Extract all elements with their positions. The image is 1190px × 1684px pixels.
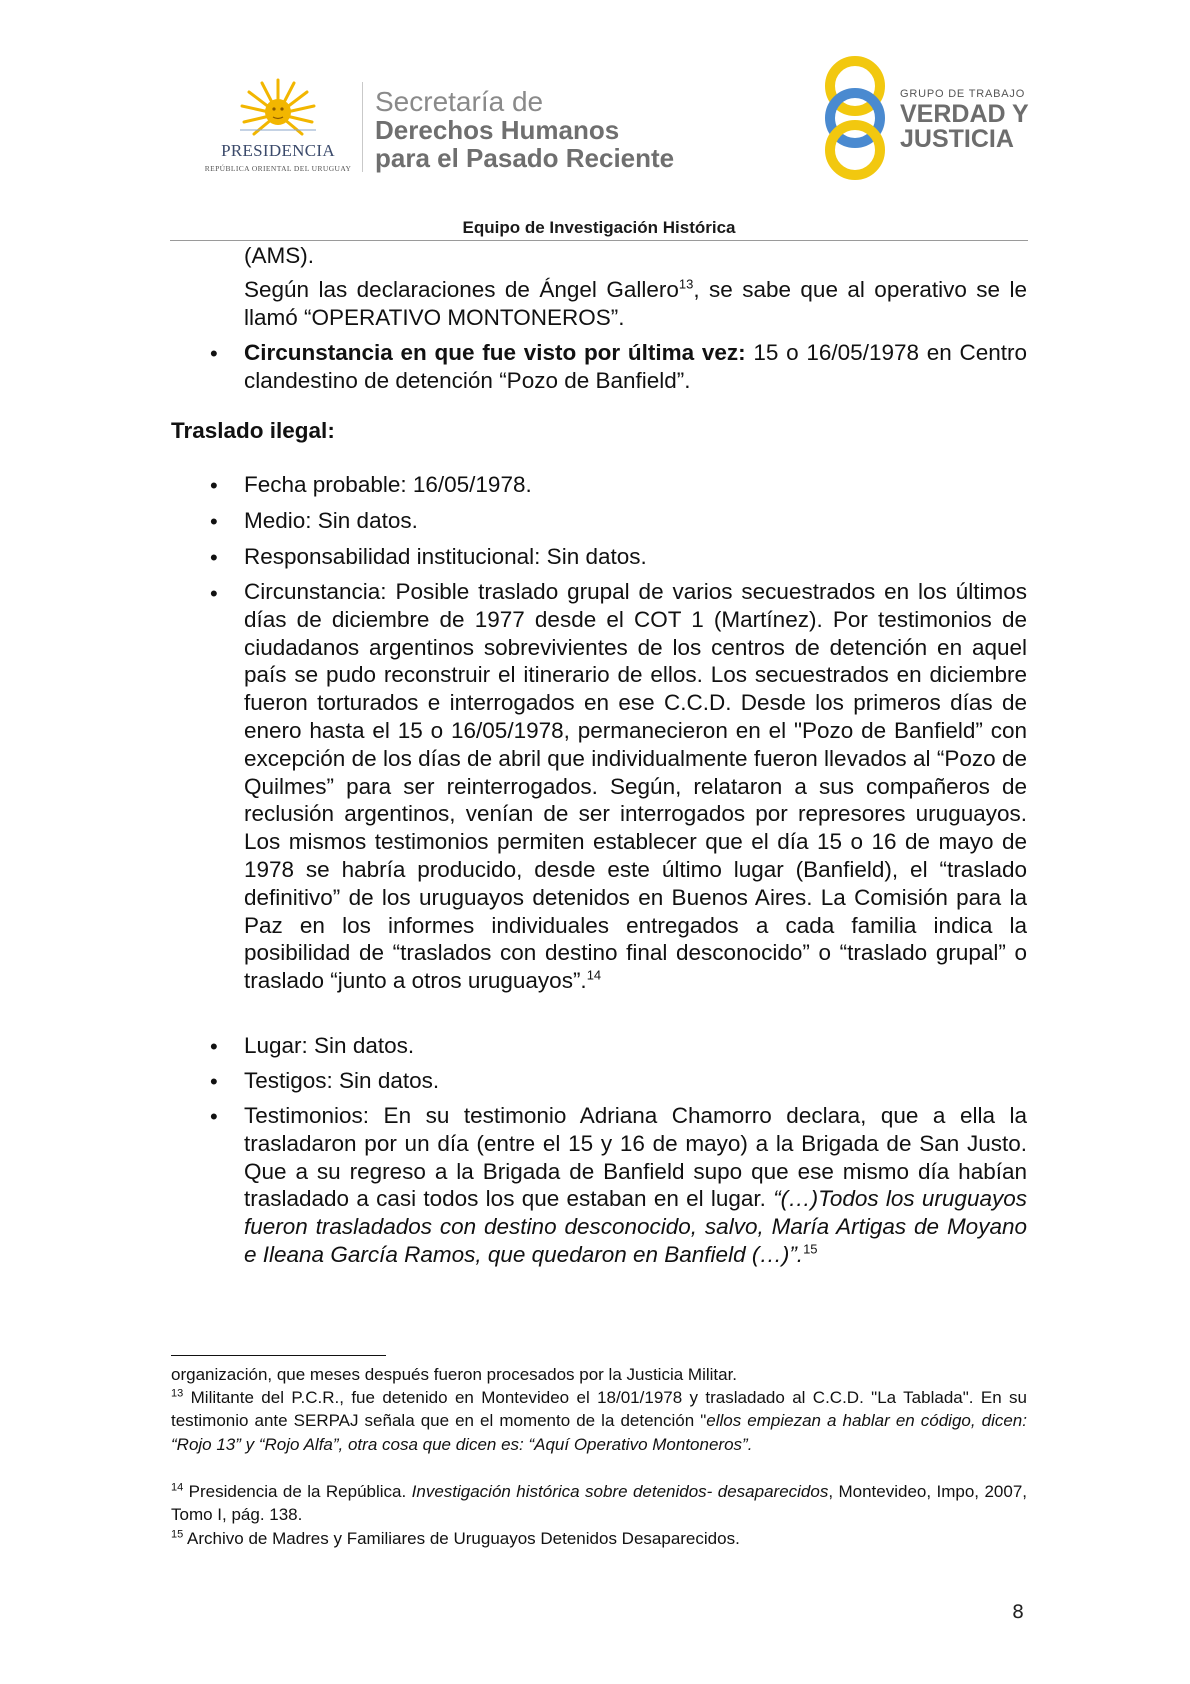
gallero-text-a: Según las declaraciones de Ángel Gallero <box>244 277 679 302</box>
bullet-icon: • <box>210 1104 218 1129</box>
footnote-13-text: Militante del P.C.R., fue detenido en Montevideo el 18/01/1978 y trasladado al C.C.D. "La Tablada". En su testimonio ante SERPAJ señala que en el momento de la detención " <box>171 1388 1027 1431</box>
team-title: Equipo de Investigación Histórica <box>462 218 736 237</box>
secretaria-line1: Secretaría de <box>375 86 544 117</box>
fecha-item: Fecha probable: 16/05/1978. <box>244 472 532 497</box>
bullet-icon: • <box>210 1034 218 1059</box>
justicia-label: JUSTICIA <box>900 125 1014 153</box>
gallero-text-b: , se sabe que al operativo se le llamó “OPERATIVO MONTONEROS”. <box>244 277 1027 330</box>
section-heading: Traslado ilegal: <box>171 418 335 443</box>
footnote-ref-13: 13 <box>678 276 694 292</box>
footnote-continuation: organización, que meses después fueron procesados por la Justicia Militar. <box>171 1365 738 1384</box>
secretaria-line2: Derechos Humanos <box>375 115 620 145</box>
page-number: 8 <box>1012 1601 1025 1623</box>
testimonios-item <box>244 1102 1027 1269</box>
secretaria-line3: para el Pasado Reciente <box>375 143 675 173</box>
lugar-item: Lugar: Sin datos. <box>244 1033 415 1058</box>
footnote-15-text: Archivo de Madres y Familiares de Uruguayos Detenidos Desaparecidos. <box>183 1529 740 1548</box>
bullet-icon: • <box>210 341 218 366</box>
footnote-13 <box>171 1386 1027 1456</box>
gallero-paragraph <box>244 276 1027 332</box>
footnote-ref-15: 15 <box>803 1241 818 1257</box>
bullet-icon: • <box>210 473 218 498</box>
footnote-15-number: 15 <box>171 1528 184 1541</box>
footnote-13-quote: ellos empiezan a hablar en código, dicen: “Rojo 13” y “Rojo Alfa”, otra cosa que dicen es: “Aquí Operativo Montoneros”. <box>171 1411 1027 1454</box>
ams-line: (AMS). <box>244 243 314 268</box>
secretaria-logo <box>375 88 674 172</box>
grupo-trabajo-label: GRUPO DE TRABAJO <box>900 88 1026 100</box>
circunstancia-item <box>244 578 1027 995</box>
header-divider <box>362 82 363 172</box>
footnote-14 <box>171 1480 1027 1527</box>
last-seen-label: Circunstancia en que fue visto por última vez: <box>244 340 746 365</box>
presidencia-logo <box>192 78 364 178</box>
footnote-13-number: 13 <box>171 1387 184 1400</box>
medio-item: Medio: Sin datos. <box>244 508 418 533</box>
rings-icon <box>820 56 890 181</box>
bullet-icon: • <box>210 509 218 534</box>
presidencia-name: PRESIDENCIA <box>221 141 335 160</box>
last-seen-item <box>244 339 1027 395</box>
responsabilidad-item: Responsabilidad institucional: Sin datos. <box>244 544 647 569</box>
bullet-icon: • <box>210 1069 218 1094</box>
testigos-item: Testigos: Sin datos. <box>244 1068 440 1093</box>
footnote-14-text-b: , Montevideo, Impo, 2007, Tomo I, pág. 138. <box>171 1482 1027 1525</box>
grupo-trabajo-logo <box>820 56 1040 181</box>
footnote-14-number: 14 <box>171 1481 184 1494</box>
footnote-15 <box>171 1527 1027 1550</box>
testimonios-text: Testimonios: En su testimonio Adriana Chamorro declara, que a ella la trasladaron por un día (entre el 15 y 16 de mayo) a la Brigada de San Justo. Que a su regreso a la Brigada de Banfield supo que ese mismo día habían trasladado a casi todos los que estaban en el lugar. <box>244 1103 1027 1212</box>
sun-emblem-icon <box>240 78 316 140</box>
bullet-icon: • <box>210 545 218 570</box>
presidencia-subtitle: REPÚBLICA ORIENTAL DEL URUGUAY <box>204 164 352 173</box>
last-seen-text: 15 o 16/05/1978 en Centro clandestino de detención “Pozo de Banfield”. <box>244 340 1028 393</box>
verdad-label: VERDAD Y <box>900 100 1029 128</box>
footnote-rule <box>171 1355 386 1356</box>
header-rule <box>170 240 1028 241</box>
footnote-14-title: Investigación histórica sobre detenidos- desaparecidos <box>411 1482 829 1501</box>
bullet-icon: • <box>210 581 218 606</box>
circunstancia-text: Circunstancia: Posible traslado grupal de varios secuestrados en los últimos días de diciembre de 1977 desde el COT 1 (Martínez). Por testimonios de ciudadanos argentinos sobrevivientes de los centros de detención en aquel país se pudo reconstruir el itinerario de ellos. Los secuestrados en diciembre fueron torturados e interrogados en ese C.C.D. Desde los primeros días de enero hasta el 15 o 16/05/1978, permanecieron en el "Pozo de Banfield” con excepción de los días de abril que individualmente fueron llevados al “Pozo de Quilmes” para ser reinterrogados. Según, relataron a sus compañeros de reclusión argentinos, venían de ser interrogados por represores uruguayos. Los mismos testimonios permiten establecer que el día 15 o 16 de mayo de 1978 se habría producido, desde este último lugar (Banfield), el “traslado definitivo” de los uruguayos detenidos en Buenos Aires. La Comisión para la Paz en los informes individuales entregados a cada familia indica la posibilidad de “traslados con destino final desconocido” o “traslado grupal” o traslado “junto a otros uruguayos”. <box>244 579 1027 994</box>
footnote-ref-14: 14 <box>586 967 602 983</box>
testimonios-quote: “(…)Todos los uruguayos fueron trasladados con destino desconocido, salvo, María Artigas de Moyano e Ileana García Ramos, que quedaron en Banfield (…)”. <box>244 1186 1027 1267</box>
footnote-14-text-a: Presidencia de la República. <box>183 1482 412 1501</box>
